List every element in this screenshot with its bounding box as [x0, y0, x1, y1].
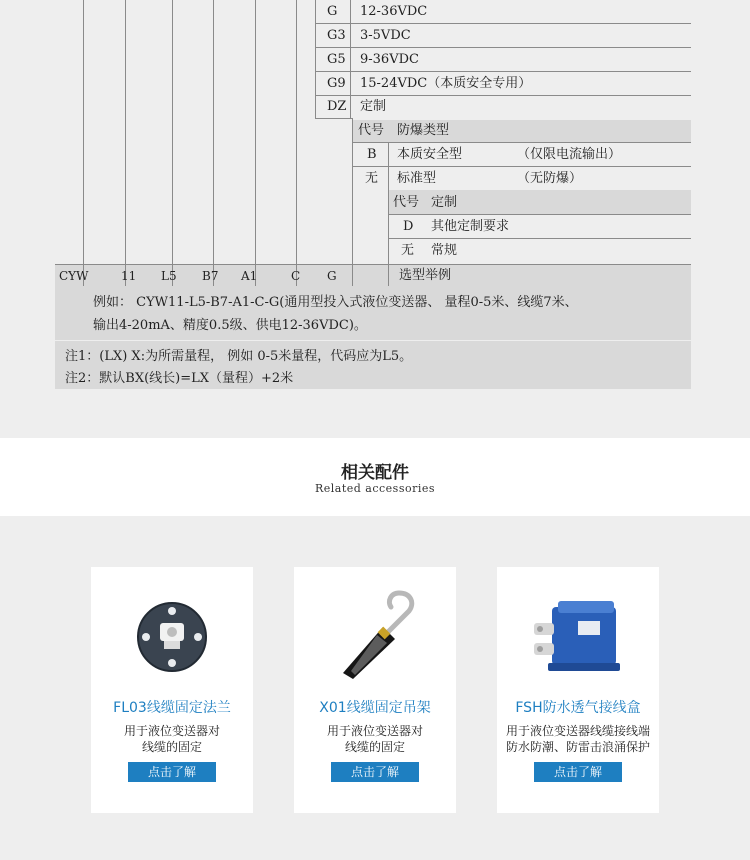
model-part-cable: B7 [202, 269, 219, 283]
grid-line [352, 142, 691, 143]
power-code-g3: G3 [327, 28, 346, 43]
model-part-range: L5 [161, 269, 177, 283]
accessories-title: 相关配件 [341, 463, 409, 483]
grid-line [213, 0, 214, 264]
accessory-desc-line: 防水防潮、防雷击浪涌保护 [505, 740, 650, 754]
note-1: 注1：(LX) X:为所需量程， 例如 0-5米量程，代码应为L5。 [65, 349, 413, 364]
grid-line [388, 214, 691, 215]
grid-line [388, 190, 389, 264]
grid-line [352, 264, 353, 286]
model-part-output: A1 [241, 269, 258, 283]
explosion-name-b: 本质安全型 [397, 147, 463, 162]
accessory-desc-line: 线缆的固定 [141, 740, 202, 754]
explosion-name-none: 标准型 [397, 171, 437, 186]
accessory-card-hanger[interactable] [294, 567, 456, 813]
power-desc-g: 12-36VDC [360, 4, 428, 19]
grid-line [315, 71, 691, 72]
accessories-header [0, 438, 750, 516]
accessory-desc [91, 723, 253, 755]
grid-line [315, 0, 316, 118]
grid-line [388, 238, 691, 239]
power-code-g5: G5 [327, 52, 346, 67]
explosion-code-none: 无 [365, 171, 379, 186]
accessory-desc-line: 用于液位变送器对 [326, 724, 423, 738]
power-code-g9: G9 [327, 76, 346, 91]
note-2: 注2：默认BX(线长)=LX（量程）+2米 [65, 371, 294, 386]
accessory-title: FL03线缆固定法兰 [113, 700, 231, 716]
model-row-shade [55, 264, 691, 286]
flange-icon [122, 587, 222, 683]
power-desc-g9: 15-24VDC（本质安全专用） [360, 76, 532, 91]
accessory-desc-line: 用于液位变送器线缆接线端 [505, 724, 650, 738]
grid-line [172, 0, 173, 264]
example-line-2: 输出4-20mA、精度0.5级、供电12-36VDC)。 [93, 318, 367, 333]
model-part-prefix: CYW [59, 269, 89, 283]
model-row-label: 选型举例 [399, 268, 452, 283]
power-code-g: G [327, 4, 338, 19]
grid-line [296, 0, 297, 264]
learn-more-button[interactable]: 点击了解 [534, 762, 622, 782]
grid-line [315, 118, 352, 119]
grid-line [315, 47, 691, 48]
model-part-series: 11 [121, 269, 137, 283]
selection-table [55, 0, 691, 390]
example-box [55, 286, 691, 340]
model-part-power: G [327, 269, 337, 283]
grid-line [352, 166, 691, 167]
accessory-card-junction-box[interactable] [497, 567, 659, 813]
grid-line [315, 23, 691, 24]
grid-line [315, 95, 691, 96]
custom-header-label: 定制 [431, 195, 458, 210]
explosion-code-b: B [367, 147, 377, 162]
accessory-desc-line: 用于液位变送器对 [123, 724, 220, 738]
learn-more-button[interactable]: 点击了解 [331, 762, 419, 782]
explosion-header-label: 防爆类型 [397, 123, 450, 138]
learn-more-button[interactable]: 点击了解 [128, 762, 216, 782]
hanger-icon [325, 587, 425, 683]
notes-box [55, 341, 691, 389]
grid-line [388, 142, 389, 190]
accessory-title: X01线缆固定吊架 [319, 700, 431, 716]
grid-line [350, 0, 351, 118]
power-desc-g5: 9-36VDC [360, 52, 419, 67]
power-code-dz: DZ [327, 99, 347, 114]
explosion-note-none: （无防爆） [517, 171, 583, 186]
accessory-title: FSH防水透气接线盒 [515, 700, 641, 716]
grid-line [125, 0, 126, 264]
accessories-subtitle: Related accessories [314, 482, 436, 495]
grid-line [255, 0, 256, 264]
custom-code-none: 无 [401, 243, 415, 258]
junction-box-icon [528, 587, 628, 683]
explosion-header-code: 代号 [358, 123, 385, 138]
custom-desc-none: 常规 [431, 243, 458, 258]
accessory-card-flange[interactable] [91, 567, 253, 813]
example-line-1: 例如： CYW11-L5-B7-A1-C-G(通用型投入式液位变送器、 量程0-5米、线缆7米、 [93, 295, 578, 310]
power-desc-dz: 定制 [360, 99, 387, 114]
grid-line [83, 0, 84, 264]
grid-line [55, 264, 691, 265]
explosion-note-b: （仅限电流输出） [517, 147, 622, 162]
accessory-desc [497, 723, 659, 755]
power-desc-g3: 3-5VDC [360, 28, 411, 43]
custom-desc-d: 其他定制要求 [431, 219, 510, 234]
accessory-desc-line: 线缆的固定 [344, 740, 405, 754]
custom-code-d: D [403, 219, 414, 234]
grid-line [388, 264, 389, 286]
accessory-desc [294, 723, 456, 755]
custom-header-code: 代号 [393, 195, 420, 210]
grid-line [352, 118, 353, 264]
model-part-accuracy: C [291, 269, 301, 283]
